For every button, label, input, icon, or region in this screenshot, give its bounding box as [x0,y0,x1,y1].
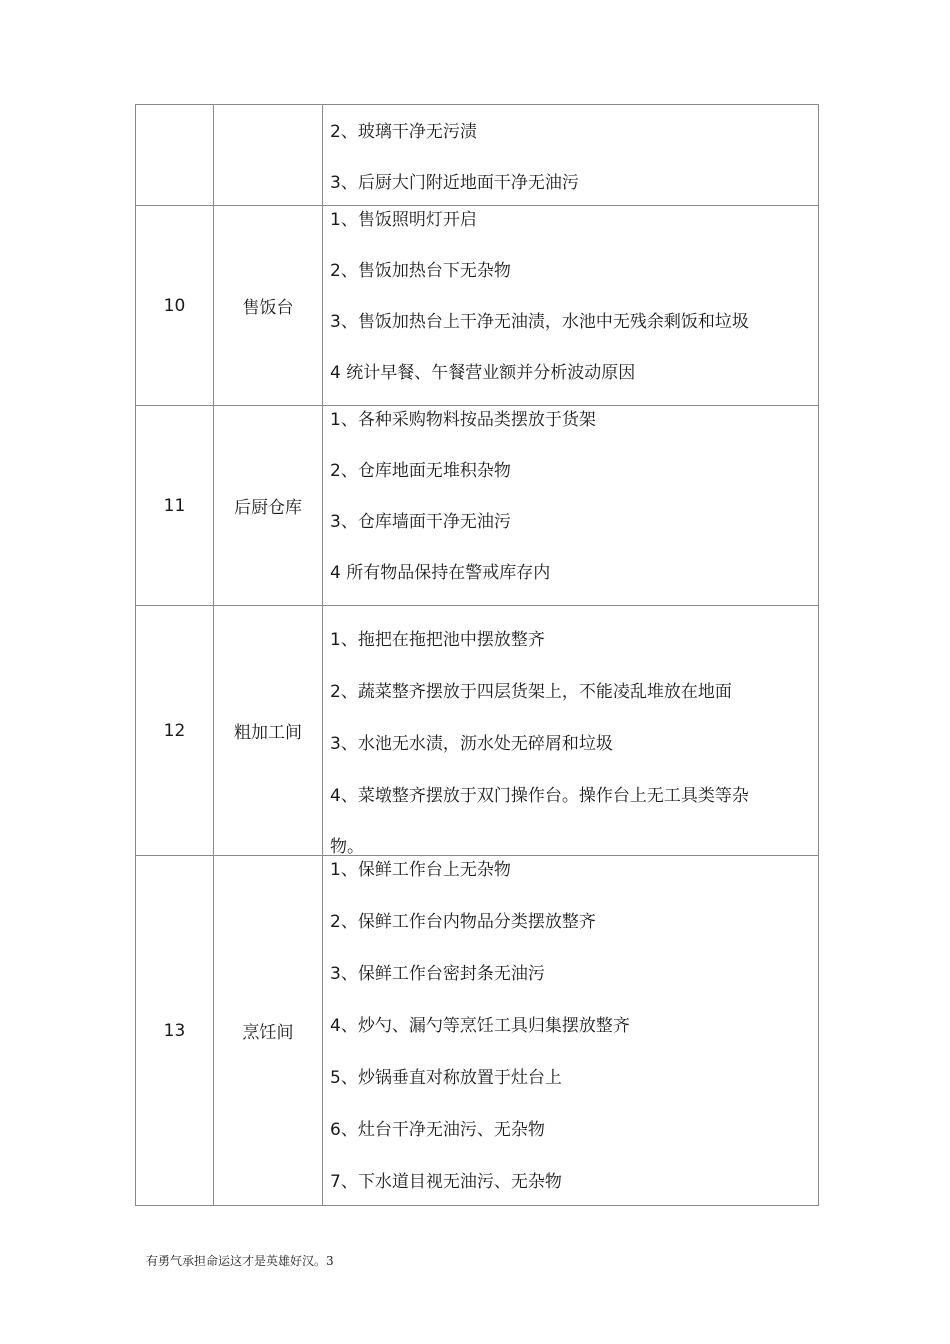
check-items [323,105,819,206]
area-name: 烹饪间 [214,856,323,1206]
check-items [323,406,819,606]
check-item: 1、拖把在拖把池中摆放整齐 [330,630,545,650]
check-item: 5、炒锅垂直对称放置于灶台上 [330,1068,562,1088]
check-item: 4 统计早餐、午餐营业额并分析波动原因 [330,363,636,383]
check-item: 1、保鲜工作台上无杂物 [330,860,511,880]
check-item: 3、保鲜工作台密封条无油污 [330,964,545,984]
area-name: 后厨仓库 [214,406,323,606]
check-item: 3、售饭加热台上干净无油渍，水池中无残余剩饭和垃圾 [330,312,749,332]
table-row [136,206,819,406]
check-item: 2、玻璃干净无污渍 [330,122,477,142]
checklist-table [135,104,819,1206]
check-item: 6、灶台干净无油污、无杂物 [330,1120,545,1140]
check-item: 1、售饭照明灯开启 [330,210,477,230]
table-row [136,856,819,1206]
row-number: 11 [136,406,214,606]
row-number [136,105,214,206]
check-item-continuation: 物。 [330,837,364,856]
area-name: 粗加工间 [214,606,323,856]
check-item: 1、各种采购物料按品类摆放于货架 [330,410,596,430]
row-number: 13 [136,856,214,1206]
check-item: 2、保鲜工作台内物品分类摆放整齐 [330,912,596,932]
check-item: 3、后厨大门附近地面干净无油污 [330,173,579,193]
table-row [136,606,819,856]
check-items [323,206,819,406]
area-name [214,105,323,206]
row-number: 12 [136,606,214,856]
check-items [323,856,819,1206]
check-item: 2、仓库地面无堆积杂物 [330,461,511,481]
row-number: 10 [136,206,214,406]
check-item: 7、下水道目视无油污、无杂物 [330,1172,562,1192]
page-footer: 有勇气承担命运这才是英雄好汉。3 [146,1254,334,1268]
check-item: 3、仓库墙面干净无油污 [330,512,511,532]
check-item: 4 所有物品保持在警戒库存内 [330,563,551,583]
check-item: 2、售饭加热台下无杂物 [330,261,511,281]
check-item: 2、蔬菜整齐摆放于四层货架上，不能凌乱堆放在地面 [330,682,732,702]
check-item: 3、水池无水渍，沥水处无碎屑和垃圾 [330,734,613,754]
table-row [136,105,819,206]
check-item: 4、炒勺、漏勺等烹饪工具归集摆放整齐 [330,1016,630,1036]
check-item: 4、菜墩整齐摆放于双门操作台。操作台上无工具类等杂 [330,786,749,806]
table-row [136,406,819,606]
area-name: 售饭台 [214,206,323,406]
check-items [323,606,819,856]
